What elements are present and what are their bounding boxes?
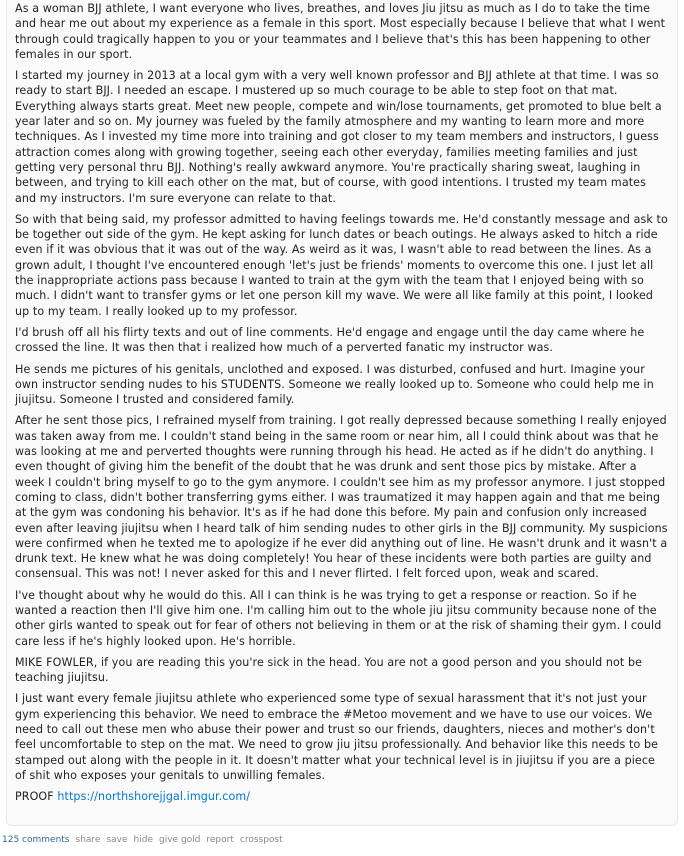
crosspost-button[interactable]: crosspost	[239, 835, 283, 845]
comments-link[interactable]: 125 comments	[2, 835, 70, 845]
post-paragraph: He sends me pictures of his genitals, unclothed and exposed. I was disturbed, confused and hurt. Imagine your own instructor sending nudes to his STUDENTS. Someone we really looked up to. Someone who could help me in jiujitsu. Someone I trusted and considered family.	[15, 362, 654, 407]
post-paragraph: After he sent those pics, I refrained myself from training. I got really depressed because something I really enjoyed was taken away from me. I couldn't stand being in the same room or near him, all I could think about was that he was looking at me and perverted thoughts were running through his head. He acted as if he didn't do anything. I even thought of giving him the benefit of the doubt that he was drunk and sent those pics by mistake. After a week I couldn't bring myself to go to the gym anymore. I couldn't see him as my professor anymore. I just stopped coming to class, didn't bother transferring gyms either. I was traumatized it may happen again and that me being at the gym was condoning his behavior. It's as if he had done this before. My pain and confusion only increased even after leaving jiujitsu when I heard talk of him sending nudes to other girls in the BJJ community. My suspicions were confirmed when he texted me to apologize if he ever did anything out of line. He wasn't drunk and it wasn't a drunk text. He knew what he was doing completely! You hear of these incidents were both parties are guilty and consensual. This was not! I never asked for this and I never flirted. I felt forced upon, weak and scared.	[15, 414, 668, 581]
save-button[interactable]: save	[106, 835, 128, 845]
post-paragraph: I'd brush off all his flirty texts and out of line comments. He'd engage and engage until the day came where he crossed the line. It was then that i realized how much of a perverted fanatic my instructor was.	[15, 325, 645, 355]
post-paragraph: I started my journey in 2013 at a local gym with a very well known professor and BJJ athlete at that time. I was so ready to start BJJ. I needed an escape. I mustered up so much courage to be able to step foot on that mat. Everything always starts great. Meet new people, compete and win/lose tournaments, get promoted to blue belt a year later and so on. My journey was fueled by the family atmosphere and my wanting to learn more and more techniques. As I invested my time more into training and got closer to my team members and instructors, I guess attraction comes along with growing together, seeing each other everyday, families meeting families and just getting very personal thru BJJ. Nothing's really awkward anymore. You're practically sharing sweat, laughing in between, and trying to kill each other on the mat, but of course, with good intentions. I trusted my team mates and my instructors. I'm sure everyone can relate to that.	[15, 69, 662, 205]
post-paragraph: So with that being said, my professor admitted to having feelings towards me. He'd constantly message and ask to be together out side of the gym. He kept asking for lunch dates or beach outings. He always asked to hitch a ride even if it was obvious that it was out of the way. As weird as it was, I wasn't able to read between the lines. As a grown adult, I thought I've encountered enough 'let's just be friends' moments to overcome this one. I just let all the inappropriate actions pass because I wanted to train at the gym with the team that I enjoyed being with so much. I didn't want to transfer gyms or let one person kill my wave. We were all like family at this point, I looked up to my team. I really looked up to my professor.	[15, 212, 668, 318]
proof-label: PROOF	[15, 790, 54, 804]
share-button[interactable]: share	[75, 835, 101, 845]
post-actions	[2, 834, 283, 846]
post-paragraph: I've thought about why he would do this. All I can think is he was trying to get a response or reaction. So if he wanted a reaction then I'll give him one. I'm calling him out to the whole jiu jitsu community because none of the other girls wanted to speak out for fear of others not believing in them or at the risk of shaming their gym. I could care less if he's highly looked upon. He's horrible.	[15, 588, 662, 648]
proof-line	[15, 789, 669, 804]
hide-button[interactable]: hide	[133, 835, 153, 845]
post-body	[6, 0, 678, 826]
post-paragraph: As a woman BJJ athlete, I want everyone who lives, breathes, and loves Jiu jitsu as much as I do to take the time and hear me out about my experience as a female in this sport. Most especially because I believe that what I went through could tragically happen to you or your teammates and I believe that's this has been happening to other females in our sport.	[15, 2, 666, 61]
proof-link[interactable]: https://northshorejjgal.imgur.com/	[57, 790, 251, 804]
give-gold-button[interactable]: give gold	[159, 835, 201, 845]
report-button[interactable]: report	[206, 835, 234, 845]
post-paragraph: MIKE FOWLER, if you are reading this you're sick in the head. You are not a good person and you should not be teaching jiujitsu.	[15, 655, 643, 685]
post-paragraph: I just want every female jiujitsu athlete who experienced some type of sexual harassment that it's not just your gym experiencing this behavior. We need to embrace the #Metoo movement and we have to use our voices. We need to call out these men who abuse their power and trust so our friends, daughters, nieces and mother's don't feel uncomfortable to step on the mat. We need to grow jiu jitsu professionally. And behavior like this needs to be stamped out along with the people in it. It doesn't matter what your technical level is in jiujitsu if you are a piece of shit who exposes your genitals to unwilling females.	[15, 692, 659, 782]
